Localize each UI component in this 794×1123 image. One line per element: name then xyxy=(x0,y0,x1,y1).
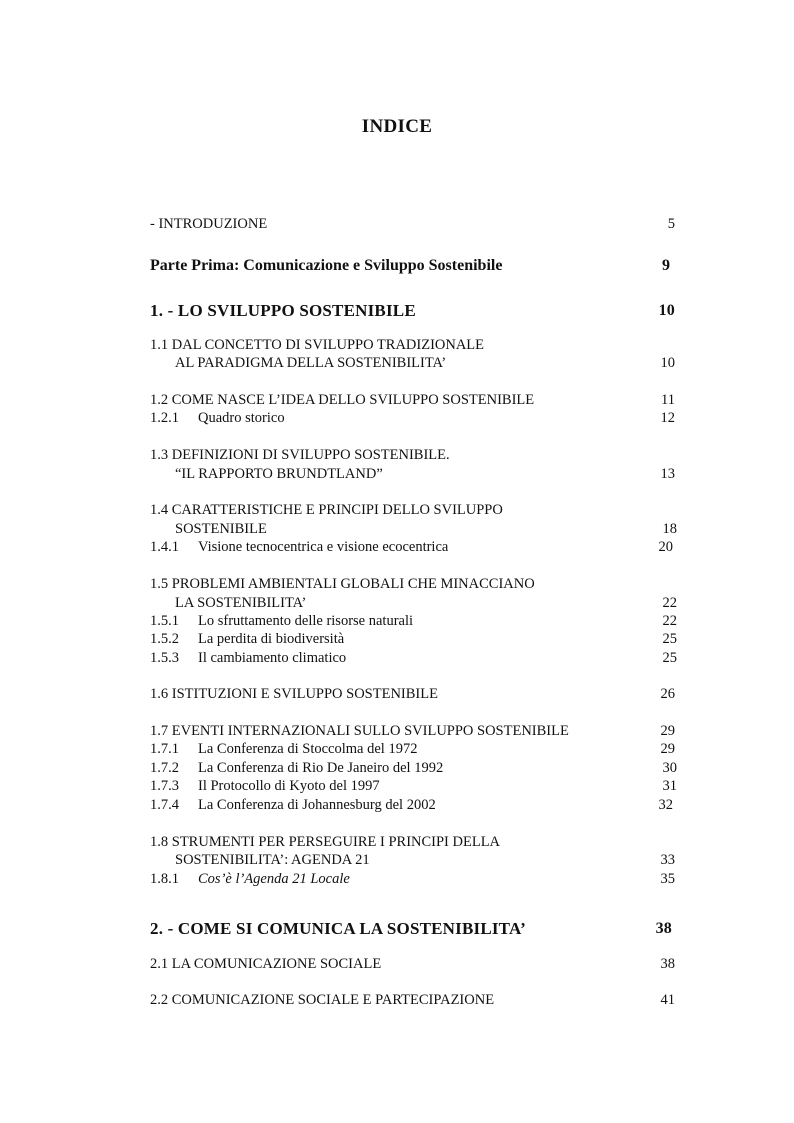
toc-entry-number: 1.5.3 xyxy=(150,650,179,666)
toc-entry-page: 35 xyxy=(660,871,675,887)
toc-entry-text: 1.7 EVENTI INTERNAZIONALI SULLO SVILUPPO SOSTENIBILE xyxy=(150,723,569,739)
toc-entry-text: “IL RAPPORTO BRUNDTLAND” xyxy=(175,466,383,482)
toc-entry-text: 1.5 PROBLEMI AMBIENTALI GLOBALI CHE MINACCIANO xyxy=(150,576,535,592)
toc-entry-page: 20 xyxy=(658,539,673,555)
toc-entry-number: 1.5.1 xyxy=(150,613,179,629)
toc-entry-text: 1.3 DEFINIZIONI DI SVILUPPO SOSTENIBILE. xyxy=(150,447,450,463)
toc-entry-text: - INTRODUZIONE xyxy=(150,216,268,232)
toc-entry-page: 18 xyxy=(662,521,677,537)
toc-entry-page: 30 xyxy=(662,760,677,776)
toc-entry-page: 41 xyxy=(660,992,675,1008)
toc-entry-page: 31 xyxy=(662,778,677,794)
toc-entry-text: LA SOSTENIBILITA’ xyxy=(175,595,307,611)
toc-entry-text: SOSTENIBILE xyxy=(175,521,267,537)
toc-entry-page: 25 xyxy=(662,650,677,666)
toc-entry-number: 1.7.1 xyxy=(150,741,179,757)
toc-entry-number: 1.5.2 xyxy=(150,631,179,647)
toc-entry-text: 2.2 COMUNICAZIONE SOCIALE E PARTECIPAZIONE xyxy=(150,992,495,1008)
toc-entry-text: 2.1 LA COMUNICAZIONE SOCIALE xyxy=(150,956,382,972)
toc-entry-number: 1.4.1 xyxy=(150,539,179,555)
toc-entry-number: 1.8.1 xyxy=(150,871,179,887)
toc-entry-text: AL PARADIGMA DELLA SOSTENIBILITA’ xyxy=(175,355,447,371)
toc-entry-text: 1.6 ISTITUZIONI E SVILUPPO SOSTENIBILE xyxy=(150,686,438,702)
toc-entry-text: La Conferenza di Rio De Janeiro del 1992 xyxy=(198,760,444,776)
toc-entry-number: 1.2.1 xyxy=(150,410,179,426)
toc-entry-text: Visione tecnocentrica e visione ecocentrica xyxy=(198,539,449,555)
toc-entry-text: Il Protocollo di Kyoto del 1997 xyxy=(198,778,380,794)
toc-entry-page: 32 xyxy=(658,797,673,813)
toc-entry-page: 29 xyxy=(660,741,675,757)
toc-entry-page: 25 xyxy=(662,631,677,647)
toc-entry-page: 22 xyxy=(662,613,677,629)
toc-entry-page: 10 xyxy=(658,302,675,319)
toc-entry-page: 29 xyxy=(660,723,675,739)
toc-entry-page: 9 xyxy=(662,257,670,274)
toc-entry-text: 1.4 CARATTERISTICHE E PRINCIPI DELLO SVILUPPO xyxy=(150,502,503,518)
toc-entry-text: 1.8 STRUMENTI PER PERSEGUIRE I PRINCIPI DELLA xyxy=(150,834,501,850)
toc-entry-number: 1.7.2 xyxy=(150,760,179,776)
toc-entry-text: Lo sfruttamento delle risorse naturali xyxy=(198,613,414,629)
toc-entry-page: 13 xyxy=(660,466,675,482)
toc-entry-text: Il cambiamento climatico xyxy=(198,650,347,666)
toc-entry-number: 1.7.4 xyxy=(150,797,179,813)
toc-entry-page: 5 xyxy=(667,216,675,232)
toc-entry-page: 33 xyxy=(660,852,675,868)
toc-entry-page: 38 xyxy=(655,920,672,937)
toc-entry-text: Parte Prima: Comunicazione e Sviluppo Sostenibile xyxy=(150,257,503,274)
toc-entry-text: 2. - COME SI COMUNICA LA SOSTENIBILITA’ xyxy=(150,919,527,938)
toc-entry-page: 12 xyxy=(660,410,675,426)
toc-entry-text: La Conferenza di Stoccolma del 1972 xyxy=(198,741,418,757)
toc-entry-text: 1. - LO SVILUPPO SOSTENIBILE xyxy=(150,301,416,320)
toc-entry-text: 1.2 COME NASCE L’IDEA DELLO SVILUPPO SOSTENIBILE xyxy=(150,392,535,408)
page-title: INDICE xyxy=(361,116,433,137)
toc-entry-text: Quadro storico xyxy=(198,410,285,426)
toc-entry-page: 26 xyxy=(660,686,675,702)
toc-entry-page: 11 xyxy=(661,392,675,408)
toc-entry-number: 1.7.3 xyxy=(150,778,179,794)
toc-entry-text: 1.1 DAL CONCETTO DI SVILUPPO TRADIZIONALE xyxy=(150,337,485,353)
toc-entry-text: SOSTENIBILITA’: AGENDA 21 xyxy=(175,852,370,868)
toc-entry-page: 10 xyxy=(660,355,675,371)
toc-entry-text: Cos’è l’Agenda 21 Locale xyxy=(198,871,350,887)
toc-entry-page: 22 xyxy=(662,595,677,611)
toc-entry-text: La Conferenza di Johannesburg del 2002 xyxy=(198,797,436,813)
toc-entry-text: La perdita di biodiversità xyxy=(198,631,345,647)
toc-entry-page: 38 xyxy=(660,956,675,972)
